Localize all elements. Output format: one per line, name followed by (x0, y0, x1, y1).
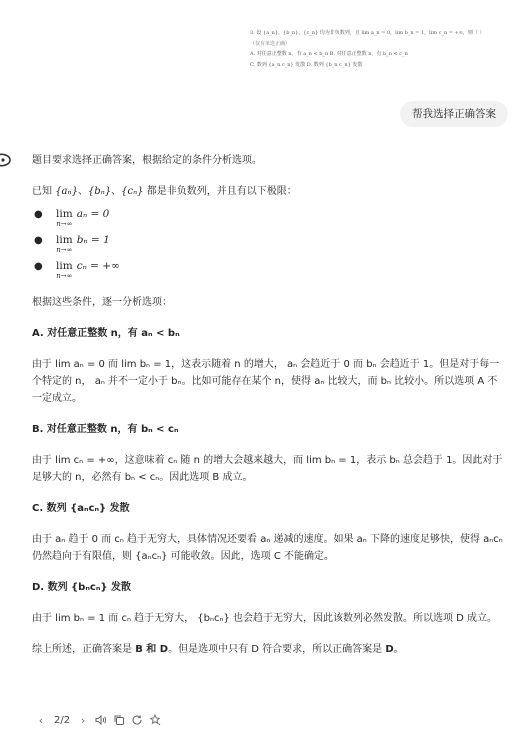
conclusion: 综上所述，正确答案是 B 和 D。但是选项中只有 D 符合要求，所以正确答案是 D。 (32, 644, 404, 655)
seq-c: {cₙ} (121, 186, 144, 197)
page-indicator: 2/2 (54, 714, 71, 726)
speaker-icon[interactable] (92, 711, 110, 729)
question-line: A. 对任意正整数 n，有 a_n < b_n B. 对任意正整数 n，有 b_n < c_n (250, 51, 408, 57)
seq-a: {aₙ} (55, 186, 78, 197)
chevron-right-icon[interactable]: › (80, 713, 86, 727)
option-b-title: B. 对任意正整数 n，有 bₙ < cₙ (32, 424, 179, 435)
option-c-body: 由于 aₙ 趋于 0 而 cₙ 趋于无穷大，具体情况还要看 aₙ 递减的速度。如果 aₙ 下降的速度足够快，使得 aₙcₙ 仍然趋向于有限值，则 {aₙcₙ} 可能收敛。因此，选项 C 不能确定。 (32, 534, 503, 562)
option-b-body: 由于 lim cₙ = +∞，这意味着 cₙ 随 n 的增大会越来越大，而 lim bₙ = 1，表示 bₙ 总会趋于 1。因此对于足够大的 n，必然有 bₙ < cₙ。因此选项 B 成立。 (32, 455, 503, 483)
analyze-line: 根据这些条件，逐一分析选项： (32, 297, 172, 308)
response-toolbar (32, 711, 164, 729)
assistant-avatar-icon (0, 151, 14, 169)
question-line: （仅有单选正确） (250, 40, 291, 47)
seq-b: {bₙ} (87, 186, 112, 197)
option-a-body: 由于 lim aₙ = 0 而 lim bₙ = 1，这表示随着 n 的增大， aₙ 会趋近于 0 而 bₙ 会趋近于 1。但是对于每一个特定的 n， aₙ 并不一定小于 bₙ。比如可能存在某个 n，使得 aₙ 比较大，而 bₙ 比较小。所以选项 A 不一定成立。 (32, 359, 500, 404)
share-icon[interactable] (146, 711, 164, 729)
known-line: 已知 {aₙ}、{bₙ}、{cₙ} 都是非负数列，并且有以下极限： (32, 186, 297, 197)
option-c-title: C. 数列 {aₙcₙ} 发散 (32, 503, 130, 514)
bullet-icon: ● (34, 235, 43, 246)
limit-item: ● lim n→∞ aₙ = 0 (34, 208, 110, 228)
question-line: C. 数列 {a_n c_n} 发散 D. 数列 {b_n c_n} 发散 (250, 61, 363, 68)
limit-item: ● lim n→∞ cₙ = +∞ (34, 260, 120, 280)
limit-item: ● lim n→∞ bₙ = 1 (34, 234, 110, 254)
user-message-bubble: 帮我选择正确答案 (400, 101, 508, 127)
option-a-title: A. 对任意正整数 n，有 aₙ < bₙ (32, 328, 180, 339)
regenerate-icon[interactable] (128, 711, 146, 729)
copy-icon[interactable] (110, 711, 128, 729)
assistant-answer (32, 152, 506, 658)
user-question-image[interactable] (250, 28, 510, 92)
chevron-left-icon[interactable]: ‹ (38, 713, 44, 727)
bullet-icon: ● (34, 261, 43, 272)
bullet-icon: ● (34, 209, 43, 220)
option-d-title: D. 数列 {bₙcₙ} 发散 (32, 582, 131, 593)
answer-intro: 题目要求选择正确答案，根据给定的条件分析选项。 (32, 155, 262, 166)
option-d-body: 由于 lim bₙ = 1 而 cₙ 趋于无穷大， {bₙcₙ} 也会趋于无穷大，因此该数列必然发散。所以选项 D 成立。 (32, 613, 498, 624)
question-line: 3. 设 {a_n}、{b_n}、{c_n} 均为非负数列，且 lim a_n = 0，lim b_n = 1，lim c_n = +∞，则（ ） (250, 30, 485, 36)
